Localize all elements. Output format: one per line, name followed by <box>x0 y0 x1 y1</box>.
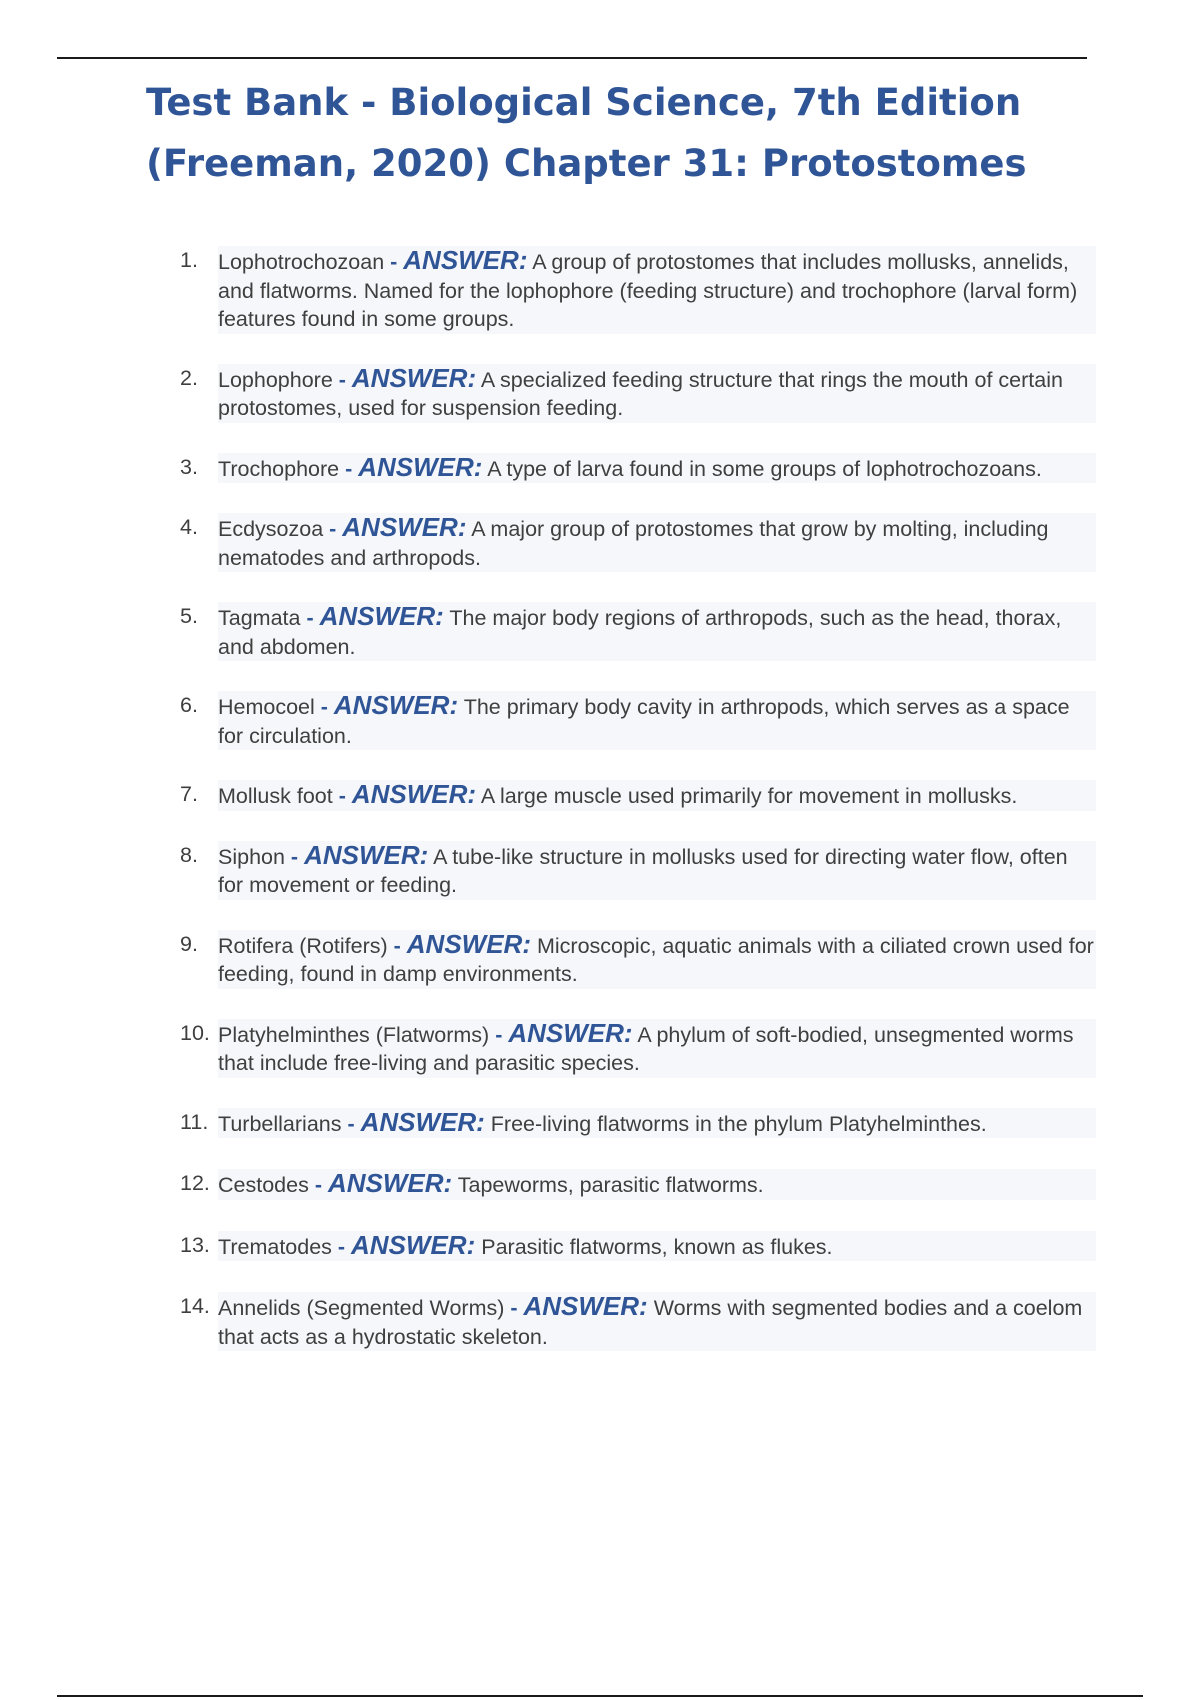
qa-list <box>176 246 1096 1381</box>
item-separator: - <box>504 1296 524 1320</box>
qa-item <box>176 780 1096 811</box>
item-definition: A major group of protostomes that grow by molting, including nematodes and arthropods. <box>218 517 1049 570</box>
item-separator: - <box>332 784 352 808</box>
qa-item <box>176 1292 1096 1351</box>
answer-label: ANSWER: <box>351 779 477 809</box>
qa-item <box>176 453 1096 484</box>
item-number: 1. <box>180 248 198 272</box>
answer-label: ANSWER: <box>327 1168 453 1198</box>
item-number: 5. <box>180 604 198 628</box>
item-number: 8. <box>180 842 198 867</box>
bottom-rule <box>57 1695 1143 1697</box>
item-term: Ecdysozoa <box>218 517 324 541</box>
item-term: Turbellarians <box>218 1111 342 1136</box>
qa-item <box>176 1108 1096 1139</box>
qa-item <box>176 691 1096 750</box>
item-number: 4. <box>180 515 198 539</box>
item-separator: - <box>332 367 352 392</box>
answer-label: ANSWER: <box>351 1229 476 1260</box>
item-number: 14. <box>180 1294 210 1318</box>
item-definition: A tube-like structure in mollusks used for directing water flow, often for movement or feeding. <box>218 844 1068 897</box>
item-number: 11. <box>180 1109 209 1134</box>
item-term: Trematodes <box>218 1234 332 1259</box>
item-term: Platyhelminthes (Flatworms) <box>218 1022 490 1047</box>
item-number: 2. <box>180 365 198 390</box>
item-definition: A specialized feeding structure that rings the mouth of certain protostomes, used for suspension feeding. <box>218 367 1063 420</box>
top-rule <box>57 57 1087 59</box>
answer-label: ANSWER: <box>523 1291 648 1321</box>
item-separator: - <box>384 250 404 274</box>
qa-item <box>176 1231 1096 1262</box>
answer-label: ANSWER: <box>319 601 444 631</box>
item-separator: - <box>339 456 359 481</box>
item-term: Hemocoel <box>218 695 315 719</box>
item-definition: Free-living flatworms in the phylum Platyhelminthes. <box>490 1111 987 1136</box>
item-number: 7. <box>180 782 198 806</box>
item-separator: - <box>387 933 407 958</box>
item-definition: Parasitic flatworms, known as flukes. <box>481 1234 833 1259</box>
answer-label: ANSWER: <box>406 928 531 959</box>
item-separator: - <box>308 1173 328 1197</box>
item-term: Lophotrochozoan <box>218 250 385 274</box>
item-term: Lophophore <box>218 367 333 392</box>
item-definition: A phylum of soft-bodied, unsegmented worms that include free-living and parasitic species. <box>218 1022 1074 1075</box>
item-separator: - <box>284 844 305 869</box>
item-separator: - <box>341 1111 361 1136</box>
qa-item <box>176 364 1096 423</box>
qa-item <box>176 246 1096 334</box>
item-definition: The major body regions of arthropods, such as the head, thorax, and abdomen. <box>218 606 1062 659</box>
item-number: 12. <box>180 1171 210 1195</box>
item-number: 6. <box>180 693 198 717</box>
item-definition: Worms with segmented bodies and a coelom that acts as a hydrostatic skeleton. <box>218 1296 1083 1349</box>
item-term: Siphon <box>218 844 285 869</box>
qa-item <box>176 930 1096 989</box>
document-title: Test Bank - Biological Science, 7th Edition (Freeman, 2020) Chapter 31: Protostomes <box>146 81 1027 185</box>
item-definition: The primary body cavity in arthropods, which serves as a space for circulation. <box>218 695 1070 748</box>
item-number: 9. <box>180 931 198 956</box>
answer-label: ANSWER: <box>358 451 483 482</box>
item-term: Tagmata <box>218 606 301 630</box>
answer-label: ANSWER: <box>351 362 477 393</box>
answer-label: ANSWER: <box>360 1106 485 1137</box>
qa-item <box>176 1019 1096 1078</box>
item-number: 13. <box>180 1232 210 1257</box>
item-separator: - <box>489 1022 509 1047</box>
item-definition: A group of protostomes that includes mollusks, annelids, and flatworms. Named for the lophophore (feeding structure) and trochophore (larval form) features found in some groups. <box>218 250 1078 331</box>
item-number: 10. <box>180 1020 210 1045</box>
item-separator: - <box>331 1234 352 1259</box>
item-term: Mollusk foot <box>218 784 333 808</box>
answer-label: ANSWER: <box>508 1017 633 1048</box>
item-number: 3. <box>180 454 198 479</box>
item-term: Cestodes <box>218 1173 309 1197</box>
item-term: Rotifera (Rotifers) <box>218 933 388 958</box>
answer-label: ANSWER: <box>403 245 528 275</box>
qa-item <box>176 841 1096 900</box>
item-separator: - <box>314 695 334 719</box>
item-definition: Tapeworms, parasitic flatworms. <box>457 1173 764 1197</box>
item-term: Annelids (Segmented Worms) <box>218 1296 505 1320</box>
item-definition: A large muscle used primarily for movement in mollusks. <box>480 784 1018 808</box>
qa-item <box>176 602 1096 661</box>
item-separator: - <box>323 517 343 541</box>
item-definition: A type of larva found in some groups of lophotrochozoans. <box>487 456 1042 481</box>
item-separator: - <box>300 606 320 630</box>
answer-label: ANSWER: <box>333 690 459 720</box>
qa-item <box>176 1169 1096 1200</box>
item-term: Trochophore <box>218 456 340 481</box>
item-definition: Microscopic, aquatic animals with a ciliated crown used for feeding, found in damp environments. <box>218 933 1094 986</box>
qa-item <box>176 513 1096 572</box>
answer-label: ANSWER: <box>342 512 467 542</box>
answer-label: ANSWER: <box>304 839 429 870</box>
